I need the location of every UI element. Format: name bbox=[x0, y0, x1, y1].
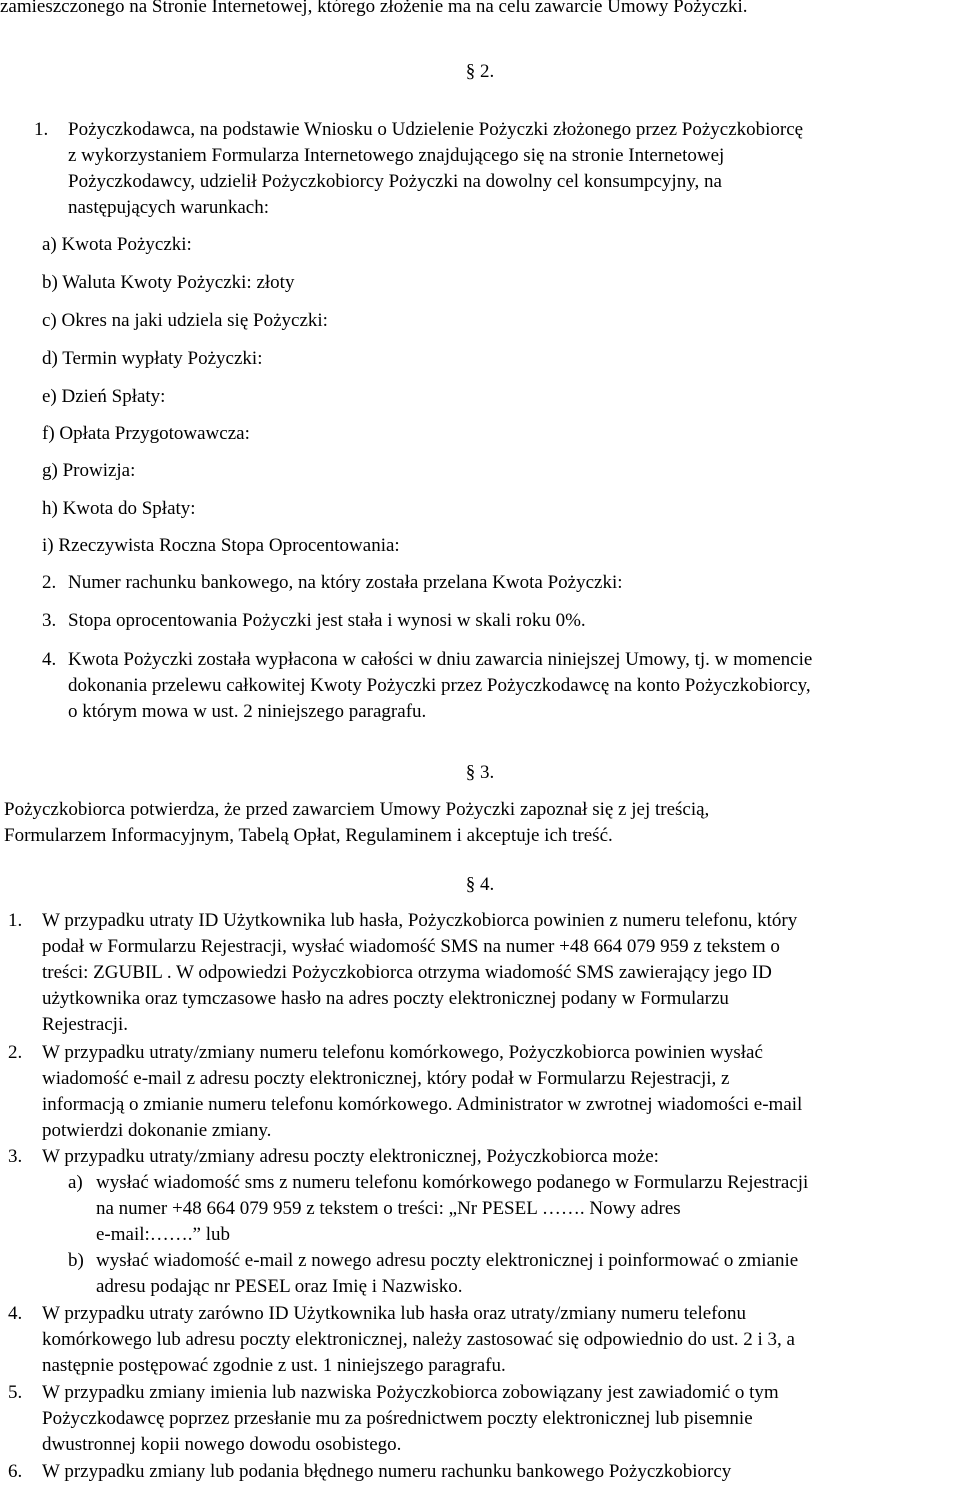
s4-item-line: komórkowego lub adresu poczty elektronicznej, należy zastosować się odpowiednio do ust. 2 i 3, a bbox=[42, 1329, 795, 1350]
s4-item-number: 4. bbox=[8, 1303, 23, 1324]
condition-item: e) Dzień Spłaty: bbox=[42, 386, 166, 407]
s4-sub-line: e-mail:…….” lub bbox=[96, 1224, 231, 1245]
s4-item-line: W przypadku zmiany imienia lub nazwiska Pożyczkobiorca zobowiązany jest zawiadomić o tym bbox=[42, 1382, 779, 1403]
s4-item-line: W przypadku utraty zarówno ID Użytkownika lub hasła oraz utraty/zmiany numeru telefonu bbox=[42, 1303, 747, 1324]
s4-item-line: Rejestracji. bbox=[42, 1014, 128, 1035]
s4-sub-label: b) bbox=[68, 1250, 84, 1271]
s2-p1-line: następujących warunkach: bbox=[68, 197, 269, 218]
s4-item-line: informacją o zmianie numeru telefonu komórkowego. Administrator w zwrotnej wiadomości e-mail bbox=[42, 1094, 803, 1115]
s4-item-line: dwustronnej kopii nowego dowodu osobistego. bbox=[42, 1434, 402, 1455]
s2-p4-line: dokonania przelewu całkowitej Kwoty Pożyczki przez Pożyczkodawcę na konto Pożyczkobiorcy, bbox=[68, 675, 811, 696]
s4-sub-line: wysłać wiadomość e-mail z nowego adresu poczty elektronicznej i poinformować o zmianie bbox=[96, 1250, 799, 1271]
s2-p1-line: Pożyczkodawca, na podstawie Wniosku o Udzielenie Pożyczki złożonego przez Pożyczkobiorcę bbox=[68, 119, 804, 140]
s2-p2-number: 2. bbox=[42, 572, 57, 593]
s4-item-number: 2. bbox=[8, 1042, 23, 1063]
s4-item-line: Pożyczkodawcę poprzez przesłanie mu za pośrednictwem poczty elektronicznej lub pisemnie bbox=[42, 1408, 753, 1429]
s4-item-line: wiadomość e-mail z adresu poczty elektronicznej, który podał w Formularzu Rejestracji, z bbox=[42, 1068, 730, 1089]
s4-sub-label: a) bbox=[68, 1172, 83, 1193]
s4-item-line: treści: ZGUBIL . W odpowiedzi Pożyczkobiorca otrzyma wiadomość SMS zawierający jego ID bbox=[42, 962, 772, 983]
s4-sub-line: adresu podając nr PESEL oraz Imię i Nazwisko. bbox=[96, 1276, 463, 1297]
section-4-heading: § 4. bbox=[465, 874, 495, 895]
condition-item: g) Prowizja: bbox=[42, 460, 136, 481]
condition-item: c) Okres na jaki udziela się Pożyczki: bbox=[42, 310, 328, 331]
s4-item-line: następnie postępować zgodnie z ust. 1 niniejszego paragrafu. bbox=[42, 1355, 506, 1376]
s4-item-line: W przypadku utraty ID Użytkownika lub hasła, Pożyczkobiorca powinien z numeru telefonu, który bbox=[42, 910, 798, 931]
section-3-heading: § 3. bbox=[465, 762, 495, 783]
s4-item-line: użytkownika oraz tymczasowe hasło na adres poczty elektronicznej podany w Formularzu bbox=[42, 988, 729, 1009]
s2-p4-line: Kwota Pożyczki została wypłacona w całości w dniu zawarcia niniejszej Umowy, tj. w momencie bbox=[68, 649, 813, 670]
s4-item-line: W przypadku utraty/zmiany adresu poczty elektronicznej, Pożyczkobiorca może: bbox=[42, 1146, 659, 1167]
condition-item: b) Waluta Kwoty Pożyczki: złoty bbox=[42, 272, 295, 293]
s4-item-number: 3. bbox=[8, 1146, 23, 1167]
s2-p3-text: Stopa oprocentowania Pożyczki jest stała i wynosi w skali roku 0%. bbox=[68, 610, 586, 631]
s4-sub-line: wysłać wiadomość sms z numeru telefonu komórkowego podanego w Formularzu Rejestracji bbox=[96, 1172, 809, 1193]
s2-p1-line: z wykorzystaniem Formularza Internetowego znajdującego się na stronie Internetowej bbox=[68, 145, 725, 166]
s4-sub-line: na numer +48 664 079 959 z tekstem o treści: „Nr PESEL ……. Nowy adres bbox=[96, 1198, 681, 1219]
condition-item: d) Termin wypłaty Pożyczki: bbox=[42, 348, 263, 369]
s2-p1-line: Pożyczkodawcy, udzielił Pożyczkobiorcy Pożyczki na dowolny cel konsumpcyjny, na bbox=[68, 171, 722, 192]
s2-p1-number: 1. bbox=[34, 119, 49, 140]
s4-item-number: 6. bbox=[8, 1461, 23, 1482]
s4-item-number: 5. bbox=[8, 1382, 23, 1403]
s3-line: Formularzem Informacyjnym, Tabelą Opłat, Regulaminem i akceptuje ich treść. bbox=[4, 825, 613, 846]
condition-item: f) Opłata Przygotowawcza: bbox=[42, 423, 250, 444]
s4-item-number: 1. bbox=[8, 910, 23, 931]
section-2-heading: § 2. bbox=[465, 61, 495, 82]
s2-p4-line: o którym mowa w ust. 2 niniejszego paragrafu. bbox=[68, 701, 427, 722]
s3-line: Pożyczkobiorca potwierdza, że przed zawarciem Umowy Pożyczki zapoznał się z jej treścią, bbox=[4, 799, 710, 820]
s4-item-line: potwierdzi dokonanie zmiany. bbox=[42, 1120, 272, 1141]
s4-item-line: podał w Formularzu Rejestracji, wysłać wiadomość SMS na numer +48 664 079 959 z tekstem o bbox=[42, 936, 780, 957]
s2-p4-number: 4. bbox=[42, 649, 57, 670]
s2-p2-text: Numer rachunku bankowego, na który została przelana Kwota Pożyczki: bbox=[68, 572, 623, 593]
s4-item-line: W przypadku zmiany lub podania błędnego numeru rachunku bankowego Pożyczkobiorcy bbox=[42, 1461, 732, 1482]
s4-item-line: W przypadku utraty/zmiany numeru telefonu komórkowego, Pożyczkobiorca powinien wysłać bbox=[42, 1042, 763, 1063]
intro-line: zamieszczonego na Stronie Internetowej, którego złożenie ma na celu zawarcie Umowy Pożyczki. bbox=[0, 0, 748, 17]
condition-item: i) Rzeczywista Roczna Stopa Oprocentowania: bbox=[42, 535, 400, 556]
condition-item: a) Kwota Pożyczki: bbox=[42, 234, 192, 255]
condition-item: h) Kwota do Spłaty: bbox=[42, 498, 196, 519]
s2-p3-number: 3. bbox=[42, 610, 57, 631]
